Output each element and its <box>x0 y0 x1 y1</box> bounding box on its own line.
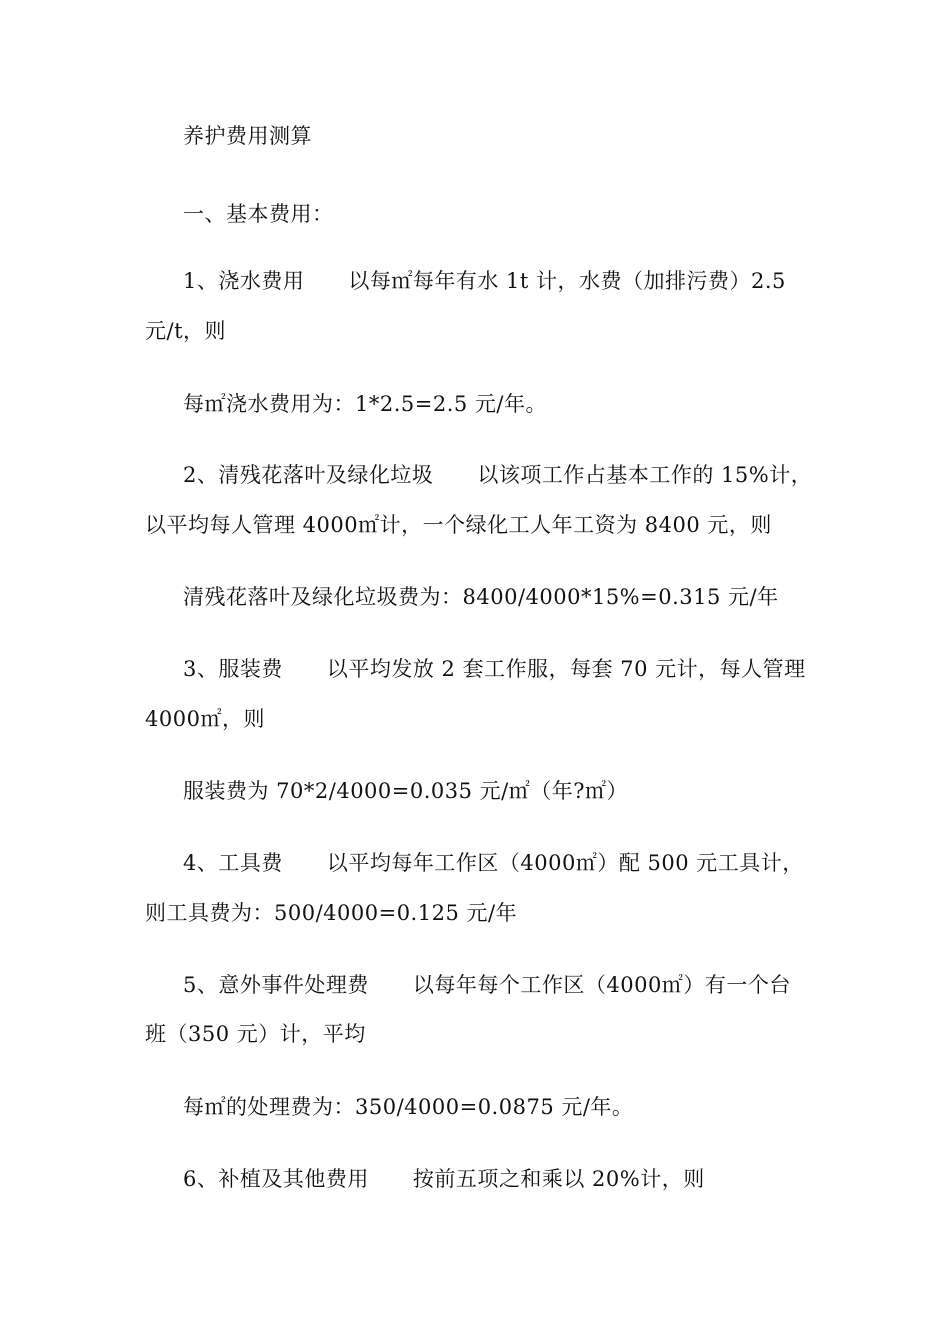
item-4-line-1 <box>183 850 853 876</box>
item-3-line-2: 4000㎡，则 <box>145 707 265 731</box>
item-2-line-2: 以平均每人管理 4000㎡计，一个绿化工人年工资为 8400 元，则 <box>145 513 772 537</box>
item-6-line-1 <box>183 1166 853 1192</box>
item-3-label: 3、服装费 <box>183 657 283 681</box>
section-heading: 一、基本费用： <box>183 202 334 226</box>
item-1-label: 1、浇水费用 <box>183 269 305 293</box>
item-2-text: 以该项工作占基本工作的 15%计， <box>477 463 813 487</box>
item-4-text: 以平均每年工作区（4000㎡）配 500 元工具计， <box>326 851 804 875</box>
item-2-calc: 清残花落叶及绿化垃圾费为：8400/4000*15%=0.315 元/年 <box>183 585 779 609</box>
item-4-label: 4、工具费 <box>183 851 283 875</box>
item-2-label: 2、清残花落叶及绿化垃圾 <box>183 463 434 487</box>
item-1-text: 以每㎡每年有水 1t 计，水费（加排污费）2.5 <box>348 269 786 293</box>
item-5-line-2: 班（350 元）计，平均 <box>145 1022 366 1046</box>
item-5-calc: 每㎡的处理费为：350/4000=0.0875 元/年。 <box>183 1095 634 1119</box>
item-6-label: 6、补植及其他费用 <box>183 1167 369 1191</box>
item-5-label: 5、意外事件处理费 <box>183 973 369 997</box>
item-5-text: 以每年每个工作区（4000㎡）有一个台 <box>412 973 791 997</box>
item-4-line-2: 则工具费为：500/4000=0.125 元/年 <box>145 901 518 925</box>
item-5-line-1 <box>183 972 853 998</box>
item-3-text: 以平均发放 2 套工作服，每套 70 元计，每人管理 <box>326 657 806 681</box>
item-6-text: 按前五项之和乘以 20%计，则 <box>412 1167 705 1191</box>
item-3-line-1 <box>183 656 853 682</box>
document-title: 养护费用测算 <box>183 124 312 148</box>
item-1-line-2: 元/t，则 <box>145 319 227 343</box>
item-3-calc: 服装费为 70*2/4000=0.035 元/㎡（年?㎡） <box>183 779 628 803</box>
item-1-calc: 每㎡浇水费用为：1*2.5=2.5 元/年。 <box>183 392 547 416</box>
item-1-line-1 <box>183 268 853 294</box>
item-2-line-1 <box>183 462 853 488</box>
